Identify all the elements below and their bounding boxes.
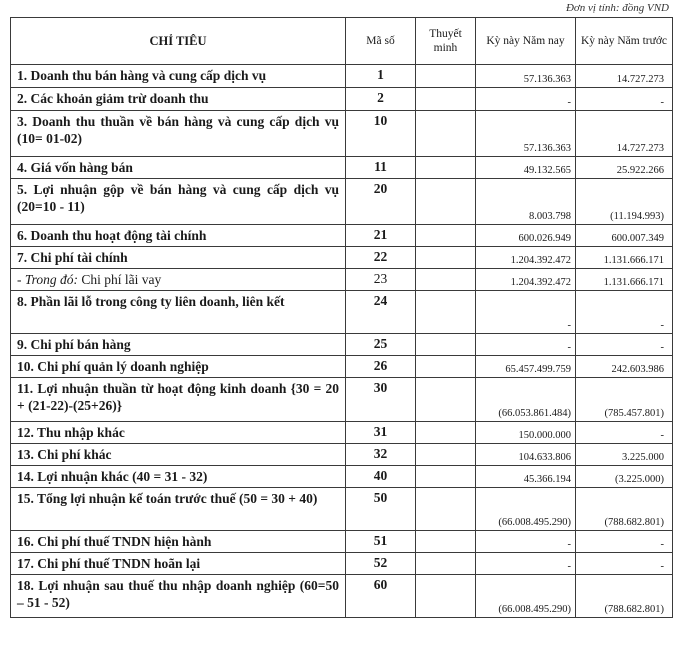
- row-label: [11, 269, 346, 291]
- row-note: [416, 531, 476, 553]
- row-previous-value: -: [576, 88, 673, 111]
- income-statement-table: [10, 17, 673, 618]
- table-row: [11, 334, 673, 356]
- row-label: 2. Các khoản giảm trừ doanh thu: [11, 88, 346, 111]
- row-previous-value: (785.457.801): [576, 378, 673, 422]
- row-note: [416, 111, 476, 157]
- row-note: [416, 65, 476, 88]
- header-previous: Kỳ này Năm trước: [576, 18, 673, 65]
- table-row: [11, 157, 673, 179]
- row-code: 32: [346, 444, 416, 466]
- row-code: 11: [346, 157, 416, 179]
- row-previous-value: 1.131.666.171: [576, 247, 673, 269]
- row-previous-value: -: [576, 334, 673, 356]
- row-label: 1. Doanh thu bán hàng và cung cấp dịch vụ: [11, 65, 346, 88]
- row-code: 22: [346, 247, 416, 269]
- row-code: 50: [346, 488, 416, 531]
- row-previous-value: 3.225.000: [576, 444, 673, 466]
- table-row: [11, 111, 673, 157]
- table-body: [11, 65, 673, 618]
- row-label: 14. Lợi nhuận khác (40 = 31 - 32): [11, 466, 346, 488]
- row-note: [416, 247, 476, 269]
- row-previous-value: -: [576, 422, 673, 444]
- row-code: 60: [346, 575, 416, 618]
- row-note: [416, 444, 476, 466]
- header-indicator: CHỈ TIÊU: [11, 18, 346, 65]
- row-code: 21: [346, 225, 416, 247]
- table-row: [11, 553, 673, 575]
- row-current-value: 57.136.363: [476, 65, 576, 88]
- row-note: [416, 378, 476, 422]
- row-label: 17. Chi phí thuế TNDN hoãn lại: [11, 553, 346, 575]
- row-current-value: 49.132.565: [476, 157, 576, 179]
- row-code: 40: [346, 466, 416, 488]
- row-note: [416, 575, 476, 618]
- table-row: [11, 269, 673, 291]
- row-code: 25: [346, 334, 416, 356]
- row-code: 51: [346, 531, 416, 553]
- row-note: [416, 88, 476, 111]
- row-label: 10. Chi phí quản lý doanh nghiệp: [11, 356, 346, 378]
- row-code: 23: [346, 269, 416, 291]
- row-current-value: (66.053.861.484): [476, 378, 576, 422]
- row-label: 3. Doanh thu thuần về bán hàng và cung cấp dịch vụ (10= 01-02): [11, 111, 346, 157]
- row-code: 26: [346, 356, 416, 378]
- row-previous-value: 14.727.273: [576, 65, 673, 88]
- table-row: [11, 466, 673, 488]
- row-label: 18. Lợi nhuận sau thuế thu nhập doanh nghiệp (60=50 – 51 - 52): [11, 575, 346, 618]
- table-row: [11, 225, 673, 247]
- row-code: 10: [346, 111, 416, 157]
- row-note: [416, 157, 476, 179]
- row-label-prefix: - Trong đó:: [17, 272, 79, 287]
- row-code: 52: [346, 553, 416, 575]
- row-code: 1: [346, 65, 416, 88]
- row-note: [416, 225, 476, 247]
- row-label: 16. Chi phí thuế TNDN hiện hành: [11, 531, 346, 553]
- row-label: 7. Chi phí tài chính: [11, 247, 346, 269]
- row-current-value: 104.633.806: [476, 444, 576, 466]
- row-note: [416, 488, 476, 531]
- row-current-value: 1.204.392.472: [476, 269, 576, 291]
- table-row: [11, 291, 673, 334]
- row-code: 20: [346, 179, 416, 225]
- table-row: [11, 179, 673, 225]
- row-previous-value: (3.225.000): [576, 466, 673, 488]
- row-current-value: 8.003.798: [476, 179, 576, 225]
- row-previous-value: (788.682.801): [576, 488, 673, 531]
- row-label: 5. Lợi nhuận gộp về bán hàng và cung cấp dịch vụ (20=10 - 11): [11, 179, 346, 225]
- row-previous-value: -: [576, 291, 673, 334]
- row-note: [416, 291, 476, 334]
- table-row: [11, 488, 673, 531]
- row-current-value: -: [476, 531, 576, 553]
- row-label: 13. Chi phí khác: [11, 444, 346, 466]
- row-code: 2: [346, 88, 416, 111]
- row-previous-value: -: [576, 531, 673, 553]
- row-label: 9. Chi phí bán hàng: [11, 334, 346, 356]
- row-current-value: 1.204.392.472: [476, 247, 576, 269]
- row-note: [416, 334, 476, 356]
- table-row: [11, 531, 673, 553]
- row-previous-value: 14.727.273: [576, 111, 673, 157]
- table-row: [11, 88, 673, 111]
- row-note: [416, 466, 476, 488]
- row-current-value: (66.008.495.290): [476, 488, 576, 531]
- row-label: 15. Tổng lợi nhuận kế toán trước thuế (50 = 30 + 40): [11, 488, 346, 531]
- row-previous-value: (788.682.801): [576, 575, 673, 618]
- row-current-value: 150.000.000: [476, 422, 576, 444]
- row-current-value: (66.008.495.290): [476, 575, 576, 618]
- row-label-text: Chi phí lãi vay: [78, 272, 162, 287]
- header-code: Mã số: [346, 18, 416, 65]
- row-note: [416, 553, 476, 575]
- table-row: [11, 422, 673, 444]
- row-previous-value: -: [576, 553, 673, 575]
- unit-label: Đơn vị tính: đồng VND: [565, 2, 669, 14]
- row-current-value: -: [476, 334, 576, 356]
- row-current-value: -: [476, 553, 576, 575]
- header-note: Thuyết minh: [416, 18, 476, 65]
- row-current-value: -: [476, 291, 576, 334]
- table-row: [11, 444, 673, 466]
- row-label: 12. Thu nhập khác: [11, 422, 346, 444]
- row-label: 8. Phần lãi lỗ trong công ty liên doanh, liên kết: [11, 291, 346, 334]
- table-row: [11, 356, 673, 378]
- row-note: [416, 422, 476, 444]
- header-current: Kỳ này Năm nay: [476, 18, 576, 65]
- row-label: 6. Doanh thu hoạt động tài chính: [11, 225, 346, 247]
- table-row: [11, 65, 673, 88]
- table-row: [11, 247, 673, 269]
- row-note: [416, 269, 476, 291]
- row-previous-value: 242.603.986: [576, 356, 673, 378]
- header-row: [11, 18, 673, 65]
- row-code: 30: [346, 378, 416, 422]
- row-current-value: -: [476, 88, 576, 111]
- row-previous-value: 25.922.266: [576, 157, 673, 179]
- table-row: [11, 378, 673, 422]
- row-label: 4. Giá vốn hàng bán: [11, 157, 346, 179]
- row-current-value: 57.136.363: [476, 111, 576, 157]
- row-code: 24: [346, 291, 416, 334]
- row-previous-value: 600.007.349: [576, 225, 673, 247]
- row-current-value: 45.366.194: [476, 466, 576, 488]
- table-row: [11, 575, 673, 618]
- row-note: [416, 179, 476, 225]
- row-current-value: 65.457.499.759: [476, 356, 576, 378]
- row-note: [416, 356, 476, 378]
- row-previous-value: 1.131.666.171: [576, 269, 673, 291]
- row-label: 11. Lợi nhuận thuần từ hoạt động kinh doanh {30 = 20 + (21-22)-(25+26)}: [11, 378, 346, 422]
- row-code: 31: [346, 422, 416, 444]
- row-previous-value: (11.194.993): [576, 179, 673, 225]
- row-current-value: 600.026.949: [476, 225, 576, 247]
